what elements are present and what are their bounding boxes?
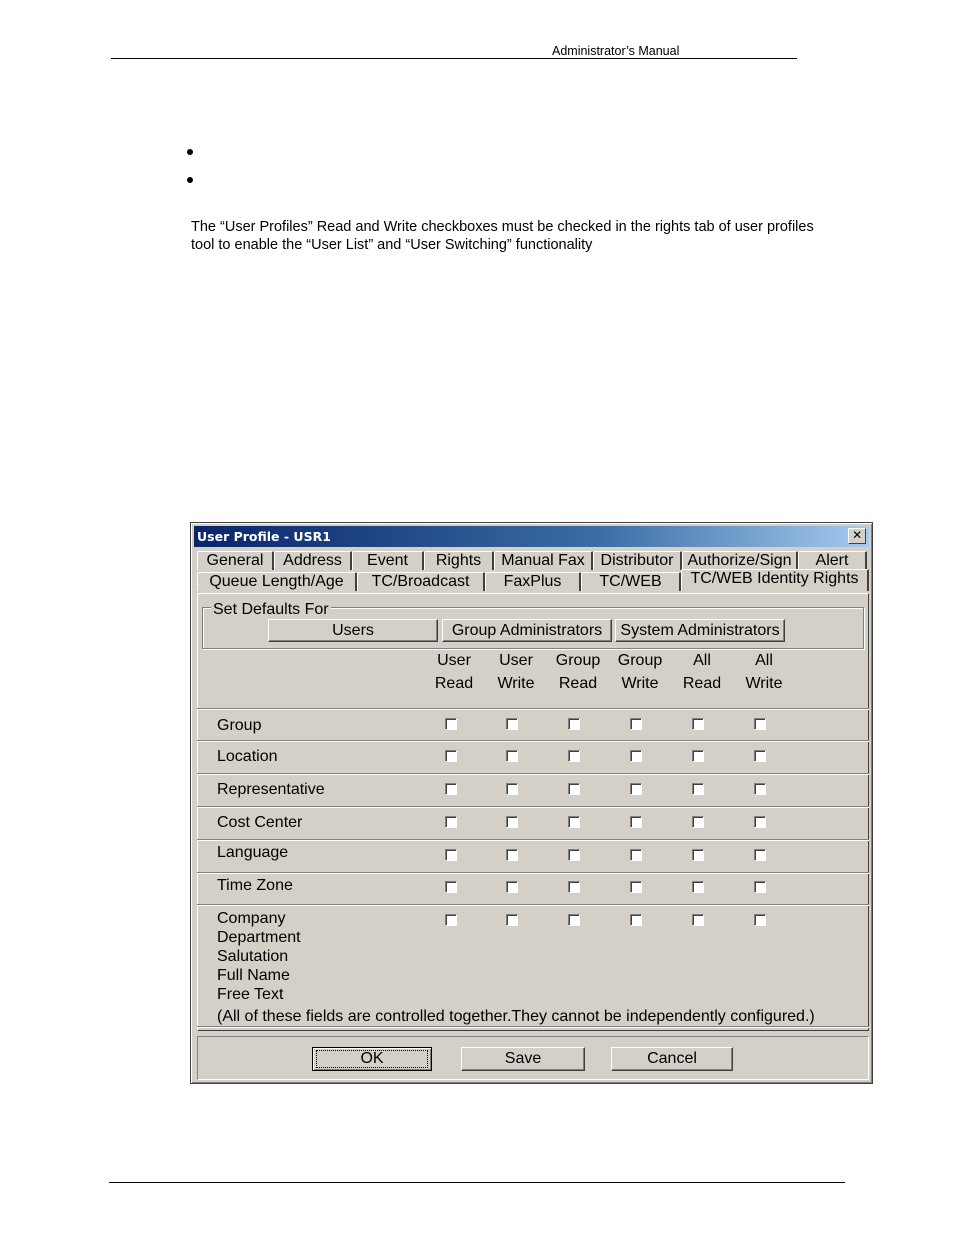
tab-faxplus[interactable]: [485, 572, 581, 591]
permission-checkbox[interactable]: [506, 881, 518, 893]
column-header-line: Write: [745, 675, 783, 692]
permission-checkbox[interactable]: [445, 816, 457, 828]
permission-checkbox[interactable]: [692, 914, 704, 926]
row-separator: [197, 708, 869, 710]
permission-checkbox[interactable]: [568, 718, 580, 730]
tab-label: Authorize/Sign: [687, 552, 792, 569]
permission-checkbox[interactable]: [692, 718, 704, 730]
permission-checkbox[interactable]: [754, 914, 766, 926]
permission-checkbox[interactable]: [692, 783, 704, 795]
tab-address[interactable]: [274, 551, 352, 570]
field-label-free-text: Free Text: [217, 986, 284, 1003]
permission-checkbox[interactable]: [754, 816, 766, 828]
tab-label: TC/WEB Identity Rights: [690, 570, 859, 587]
page-header: Administrator’s Manual: [552, 44, 680, 58]
group-administrators-defaults-button[interactable]: Group Administrators: [442, 619, 612, 642]
tab-tc-web-identity-rights[interactable]: [681, 569, 869, 591]
permission-checkbox[interactable]: [692, 849, 704, 861]
tab-label: TC/Broadcast: [371, 573, 470, 590]
permission-checkbox[interactable]: [506, 783, 518, 795]
tab-manual-fax[interactable]: [494, 551, 593, 570]
set-defaults-label: Set Defaults For: [213, 601, 329, 618]
rights-note: The “User Profiles” Read and Write checkboxes must be checked in the rights tab of user profiles tool to enable the “User List” and “User Switching” functionality: [191, 219, 814, 253]
system-administrators-defaults-button[interactable]: System Administrators: [615, 619, 785, 642]
permission-checkbox[interactable]: [445, 849, 457, 861]
column-header-group-read: [553, 649, 603, 695]
title-bar: [194, 526, 869, 547]
column-header-line: User: [499, 652, 533, 669]
permission-checkbox[interactable]: [692, 750, 704, 762]
permission-checkbox[interactable]: [445, 783, 457, 795]
permission-checkbox[interactable]: [506, 914, 518, 926]
permission-checkbox[interactable]: [506, 816, 518, 828]
tab-label: Alert: [815, 552, 849, 569]
header-rule: [111, 58, 797, 59]
tab-tc-broadcast[interactable]: [357, 572, 485, 591]
permission-checkbox[interactable]: [630, 914, 642, 926]
close-icon[interactable]: ✕: [848, 528, 866, 544]
tab-label: FaxPlus: [503, 573, 562, 590]
row-label-time-zone: Time Zone: [217, 877, 293, 894]
permission-checkbox[interactable]: [568, 783, 580, 795]
tab-general[interactable]: [197, 551, 274, 570]
row-separator: [197, 806, 869, 808]
column-header-line: All: [755, 652, 773, 669]
permission-checkbox[interactable]: [630, 849, 642, 861]
permission-checkbox[interactable]: [506, 750, 518, 762]
tab-label: General: [206, 552, 264, 569]
column-header-user-write: [491, 649, 541, 695]
column-header-line: Read: [434, 675, 474, 692]
permission-checkbox[interactable]: [754, 750, 766, 762]
row-separator: [197, 740, 869, 742]
permission-checkbox[interactable]: [445, 881, 457, 893]
permission-checkbox[interactable]: [445, 914, 457, 926]
column-header-all-read: [677, 649, 727, 695]
tab-authorize-sign[interactable]: [682, 551, 798, 570]
tab-label: Manual Fax: [501, 552, 585, 569]
row-label-group: Group: [217, 717, 262, 734]
row-separator: [197, 839, 869, 841]
column-header-line: Read: [558, 675, 598, 692]
column-header-line: All: [693, 652, 711, 669]
tab-tc-web[interactable]: [581, 572, 681, 591]
permission-checkbox[interactable]: [754, 849, 766, 861]
users-defaults-button[interactable]: Users: [268, 619, 438, 642]
tab-label: Event: [367, 552, 408, 569]
permission-checkbox[interactable]: [630, 783, 642, 795]
tab-event[interactable]: [352, 551, 424, 570]
permission-checkbox[interactable]: [630, 718, 642, 730]
footer-rule: [109, 1182, 845, 1183]
tab-queue-length-age[interactable]: [197, 572, 357, 591]
column-header-line: Group: [617, 652, 663, 669]
row-separator: [197, 1026, 869, 1028]
permission-checkbox[interactable]: [630, 750, 642, 762]
ok-button[interactable]: [312, 1047, 432, 1071]
field-label-company: Company: [217, 910, 286, 927]
permission-checkbox[interactable]: [692, 816, 704, 828]
tab-alert[interactable]: [798, 551, 867, 570]
tab-label: Distributor: [600, 552, 674, 569]
permission-checkbox[interactable]: [630, 881, 642, 893]
column-header-group-write: [615, 649, 665, 695]
permission-checkbox[interactable]: [754, 881, 766, 893]
permission-checkbox[interactable]: [692, 881, 704, 893]
tab-distributor[interactable]: [593, 551, 682, 570]
permission-checkbox[interactable]: [445, 718, 457, 730]
permission-checkbox[interactable]: [568, 816, 580, 828]
permission-checkbox[interactable]: [445, 750, 457, 762]
combined-fields-note: (All of these fields are controlled together.They cannot be independently configured.): [217, 1008, 815, 1025]
focus-rect: [316, 1050, 428, 1068]
permission-checkbox[interactable]: [506, 718, 518, 730]
row-separator: [197, 773, 869, 775]
permission-checkbox[interactable]: [630, 816, 642, 828]
row-separator: [197, 872, 869, 874]
column-header-line: Read: [682, 675, 722, 692]
bullet-2: [187, 177, 193, 183]
row-label-representative: Representative: [217, 781, 325, 798]
permission-checkbox[interactable]: [568, 750, 580, 762]
column-header-user-read: [429, 649, 479, 695]
column-header-all-write: [739, 649, 789, 695]
field-label-salutation: Salutation: [217, 948, 289, 965]
tab-rights[interactable]: [424, 551, 494, 570]
permission-checkbox[interactable]: [754, 783, 766, 795]
permission-checkbox[interactable]: [754, 718, 766, 730]
tab-label: Rights: [435, 552, 482, 569]
row-separator: [197, 904, 869, 906]
tab-label: Queue Length/Age: [209, 573, 344, 590]
column-header-line: Write: [497, 675, 535, 692]
ok-label: OK: [360, 1050, 384, 1067]
column-header-line: User: [437, 652, 471, 669]
permission-checkbox[interactable]: [568, 914, 580, 926]
save-button[interactable]: Save: [461, 1047, 585, 1071]
row-label-cost-center: Cost Center: [217, 814, 303, 831]
row-label-language: Language: [217, 844, 289, 861]
bullet-1: [187, 149, 193, 155]
permission-checkbox[interactable]: [568, 849, 580, 861]
field-label-department: Department: [217, 929, 301, 946]
row-label-location: Location: [217, 748, 278, 765]
column-header-line: Write: [621, 675, 659, 692]
permission-checkbox[interactable]: [568, 881, 580, 893]
dialog-title: User Profile - USR1: [197, 529, 331, 544]
field-label-full-name: Full Name: [217, 967, 290, 984]
cancel-button[interactable]: Cancel: [611, 1047, 733, 1071]
combined-fields-labels: [217, 909, 301, 1004]
permission-checkbox[interactable]: [506, 849, 518, 861]
column-header-line: Group: [555, 652, 601, 669]
tab-label: TC/WEB: [599, 573, 662, 590]
tab-label: Address: [283, 552, 342, 569]
